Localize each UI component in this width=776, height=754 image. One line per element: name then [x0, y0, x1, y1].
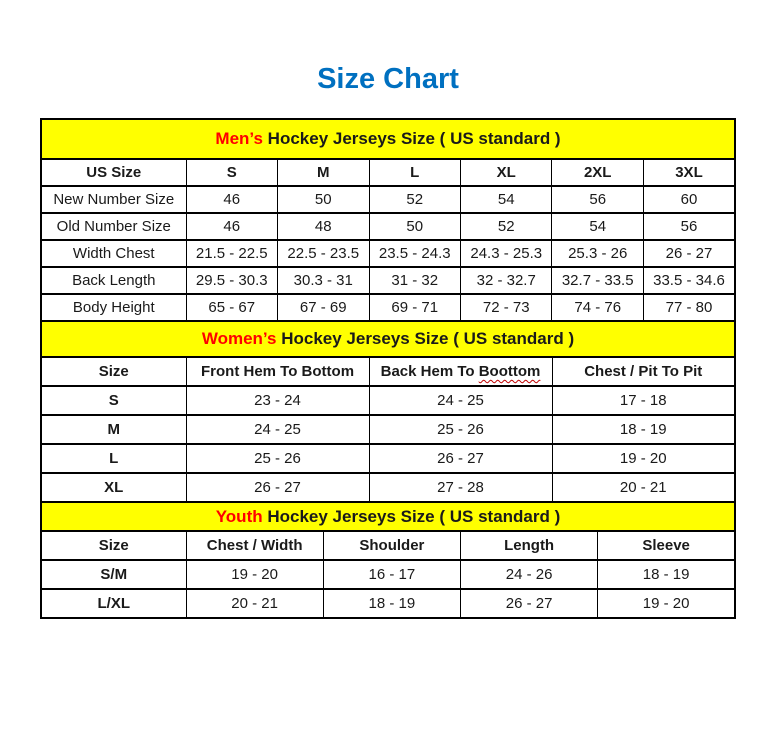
section-heading — [41, 502, 735, 531]
section-heading-text: Hockey Jerseys Size ( US standard ) — [262, 129, 561, 148]
size-value: 26 - 27 — [643, 240, 735, 267]
size-value: 77 - 80 — [643, 294, 735, 321]
column-header: 3XL — [643, 159, 735, 186]
size-value: 67 - 69 — [278, 294, 369, 321]
table-row — [41, 186, 735, 213]
size-value: 26 - 27 — [461, 589, 598, 618]
column-header: Chest / Pit To Pit — [552, 357, 735, 386]
size-value: 22.5 - 23.5 — [278, 240, 369, 267]
row-label: New Number Size — [41, 186, 186, 213]
section-heading-accent: Youth — [215, 506, 263, 526]
size-value: 16 - 17 — [323, 560, 460, 589]
size-value: 24 - 25 — [186, 415, 369, 444]
size-value: 46 — [186, 213, 277, 240]
column-header: Front Hem To Bottom — [186, 357, 369, 386]
size-value: 25 - 26 — [186, 444, 369, 473]
size-value: 46 — [186, 186, 277, 213]
column-header: S — [186, 159, 277, 186]
size-value: 25.3 - 26 — [552, 240, 643, 267]
section-heading — [41, 119, 735, 159]
size-value: 19 - 20 — [186, 560, 323, 589]
size-value: 60 — [643, 186, 735, 213]
size-value: 20 - 21 — [552, 473, 735, 502]
row-label: S — [41, 386, 186, 415]
section-heading-row — [41, 321, 735, 357]
size-value: 23.5 - 24.3 — [369, 240, 460, 267]
size-value: 30.3 - 31 — [278, 267, 369, 294]
mens-size-table — [40, 118, 736, 322]
size-value: 24 - 25 — [369, 386, 552, 415]
size-value: 18 - 19 — [552, 415, 735, 444]
row-label: S/M — [41, 560, 186, 589]
row-label: Back Length — [41, 267, 186, 294]
size-value: 50 — [278, 186, 369, 213]
womens-size-table — [40, 320, 736, 503]
column-header: XL — [460, 159, 551, 186]
size-value: 31 - 32 — [369, 267, 460, 294]
size-value: 52 — [460, 213, 551, 240]
size-chart-page — [0, 62, 776, 619]
row-label: L — [41, 444, 186, 473]
column-header: M — [278, 159, 369, 186]
table-row — [41, 415, 735, 444]
size-value: 19 - 20 — [552, 444, 735, 473]
size-value: 54 — [552, 213, 643, 240]
size-value: 27 - 28 — [369, 473, 552, 502]
size-value: 18 - 19 — [598, 560, 735, 589]
column-header: Back Hem To Boottom — [369, 357, 552, 386]
table-row — [41, 589, 735, 618]
column-header: L — [369, 159, 460, 186]
size-value: 26 - 27 — [186, 473, 369, 502]
page-title: Size Chart — [317, 63, 459, 95]
size-tables — [40, 118, 736, 619]
section-heading-row — [41, 119, 735, 159]
column-header-row — [41, 357, 735, 386]
section-heading-text: Hockey Jerseys Size ( US standard ) — [262, 506, 561, 526]
table-row — [41, 240, 735, 267]
size-value: 17 - 18 — [552, 386, 735, 415]
size-value: 50 — [369, 213, 460, 240]
size-value: 56 — [643, 213, 735, 240]
table-row — [41, 560, 735, 589]
size-value: 65 - 67 — [186, 294, 277, 321]
column-header: Sleeve — [598, 531, 735, 560]
size-value: 26 - 27 — [369, 444, 552, 473]
section-heading-accent: Women’s — [201, 329, 277, 348]
misspelled-word: Boottom — [478, 363, 541, 380]
table-row — [41, 213, 735, 240]
size-value: 19 - 20 — [598, 589, 735, 618]
size-value: 20 - 21 — [186, 589, 323, 618]
column-header: Size — [41, 531, 186, 560]
section-heading-text: Hockey Jerseys Size ( US standard ) — [276, 329, 575, 348]
column-header: US Size — [41, 159, 186, 186]
size-value: 74 - 76 — [552, 294, 643, 321]
column-header: Size — [41, 357, 186, 386]
table-row — [41, 294, 735, 321]
size-value: 18 - 19 — [323, 589, 460, 618]
row-label: Body Height — [41, 294, 186, 321]
row-label: M — [41, 415, 186, 444]
size-value: 21.5 - 22.5 — [186, 240, 277, 267]
row-label: L/XL — [41, 589, 186, 618]
youth-size-table — [40, 501, 736, 619]
column-header-row — [41, 531, 735, 560]
table-row — [41, 444, 735, 473]
size-value: 23 - 24 — [186, 386, 369, 415]
row-label: Width Chest — [41, 240, 186, 267]
size-value: 32 - 32.7 — [460, 267, 551, 294]
column-header-row — [41, 159, 735, 186]
column-header: Length — [461, 531, 598, 560]
size-value: 54 — [460, 186, 551, 213]
row-label: XL — [41, 473, 186, 502]
table-row — [41, 473, 735, 502]
column-header: Chest / Width — [186, 531, 323, 560]
size-value: 72 - 73 — [460, 294, 551, 321]
section-heading-accent: Men’s — [215, 129, 263, 148]
size-value: 48 — [278, 213, 369, 240]
size-value: 25 - 26 — [369, 415, 552, 444]
column-header: Shoulder — [323, 531, 460, 560]
size-value: 32.7 - 33.5 — [552, 267, 643, 294]
size-value: 24 - 26 — [461, 560, 598, 589]
size-value: 29.5 - 30.3 — [186, 267, 277, 294]
size-value: 56 — [552, 186, 643, 213]
size-value: 69 - 71 — [369, 294, 460, 321]
size-value: 24.3 - 25.3 — [460, 240, 551, 267]
size-value: 33.5 - 34.6 — [643, 267, 735, 294]
section-heading — [41, 321, 735, 357]
table-row — [41, 386, 735, 415]
size-value: 52 — [369, 186, 460, 213]
column-header: 2XL — [552, 159, 643, 186]
section-heading-row — [41, 502, 735, 531]
row-label: Old Number Size — [41, 213, 186, 240]
table-row — [41, 267, 735, 294]
